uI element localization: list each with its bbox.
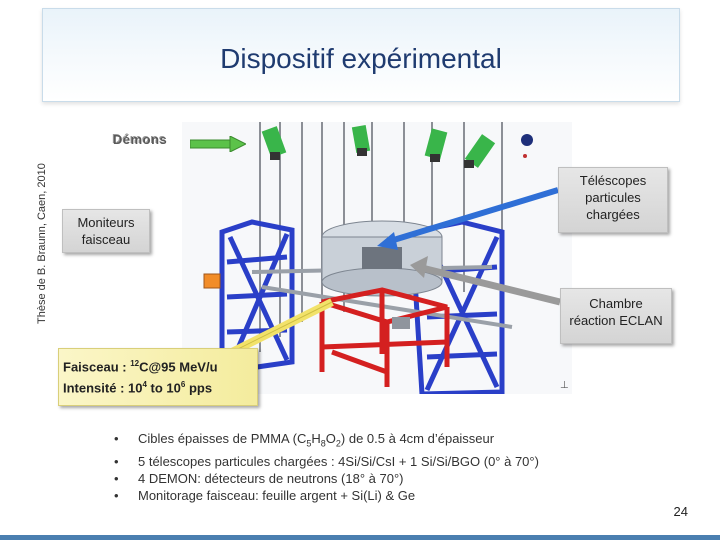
bottom-rule [0, 535, 720, 540]
list-item [114, 453, 539, 470]
list-item [114, 430, 539, 453]
bullet-list [114, 430, 539, 504]
bullet-marker: • [114, 431, 119, 446]
page-number: 24 [673, 504, 688, 519]
bullet-text: Monitorage faisceau: feuille argent + Si(Li) & Ge [138, 487, 416, 503]
telescopes-callout [558, 167, 668, 233]
moniteurs-line-1: Moniteurs [77, 215, 135, 230]
bullet-text: Cibles épaisses de PMMA $(C_5H_8O_2)$ de 0.5 à 4cm d’épaisseur [138, 431, 495, 449]
bullet-marker: • [114, 470, 119, 486]
list-item [114, 487, 539, 504]
vertical-credit: Thèse de B. Braunn, Caen, 2010 [36, 163, 48, 324]
chambre-line-1: Chambre [589, 296, 643, 311]
chambre-callout [560, 288, 672, 344]
beam-line-1: Faisceau : $^{12}$C@95 MeV/u [63, 359, 218, 375]
bullet-marker: • [114, 487, 119, 503]
slide-title: Dispositif expérimental [220, 43, 502, 74]
monitor-block [204, 274, 220, 288]
telescopes-line-3: chargées [586, 207, 640, 222]
demons-label: Démons [113, 132, 168, 147]
bullet-marker: • [114, 453, 119, 469]
demons-arrow-icon [190, 136, 246, 152]
list-item [114, 470, 539, 487]
telescopes-line-1: Téléscopes [579, 173, 647, 188]
moniteurs-line-2: faisceau [81, 232, 131, 247]
beam-info-box [58, 348, 258, 406]
moniteurs-callout [62, 209, 150, 253]
red-table [322, 290, 447, 387]
pump [392, 317, 410, 329]
svg-text:⊥: ⊥ [560, 380, 569, 391]
title-banner [42, 8, 680, 102]
telescopes-line-2: particules [585, 190, 641, 205]
bullet-text: 5 télescopes particules chargées : 4Si/Si/CsI + 1 Si/Si/BGO (0° à 70°) [138, 453, 539, 469]
bullet-text: 4 DEMON: détecteurs de neutrons (18° à 70°) [138, 470, 404, 486]
beam-line-2: Intensité : $10^4$ to $10^6$ pps [63, 380, 213, 396]
chambre-line-2: réaction ECLAN [569, 313, 663, 328]
